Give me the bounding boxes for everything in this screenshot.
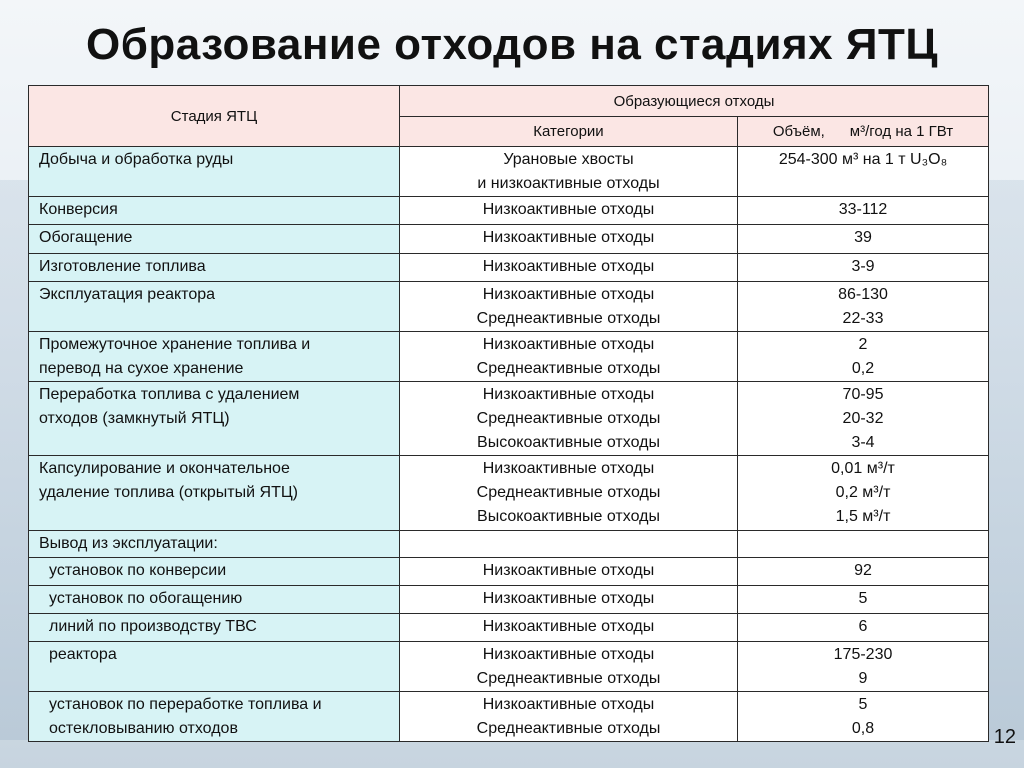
table-row (29, 642, 989, 692)
category-cell (400, 225, 738, 254)
stage-cell-line: Добыча и обработка руды (39, 151, 234, 168)
volume-cell-line: 22-33 (842, 310, 884, 327)
volume-cell (738, 642, 989, 692)
category-cell-line: Среднеактивные отходы (476, 484, 661, 501)
table-row (29, 282, 989, 332)
volume-cell-line: 0,8 (851, 720, 875, 737)
table-row (29, 332, 989, 382)
volume-cell-line: 39 (854, 229, 872, 246)
volume-cell (738, 614, 989, 642)
category-cell-line: Урановые хвосты (503, 151, 634, 168)
volume-cell (738, 254, 989, 282)
stage-cell (29, 382, 400, 456)
category-cell-line: Низкоактивные отходы (482, 460, 655, 477)
stage-cell-line: Капсулирование и окончательное (39, 460, 290, 477)
category-cell-line: Низкоактивные отходы (482, 696, 655, 713)
category-cell-line: Среднеактивные отходы (476, 720, 661, 737)
category-cell (400, 254, 738, 282)
category-cell-line: Низкоактивные отходы (482, 562, 655, 579)
stage-cell (29, 147, 400, 197)
header-waste: Образующиеся отходы (400, 86, 989, 117)
category-cell-line: и низкоактивные отходы (477, 175, 660, 192)
stage-cell-line: перевод на сухое хранение (39, 360, 244, 377)
stage-cell (29, 254, 400, 282)
stage-cell (29, 692, 400, 742)
stage-cell (29, 558, 400, 586)
stage-cell-line: Переработка топлива с удалением (39, 386, 300, 403)
volume-cell-line: 9 (858, 670, 868, 687)
volume-cell-line: 254-300 м³ на 1 т U₃O₈ (778, 151, 948, 168)
category-cell-line: Среднеактивные отходы (476, 360, 661, 377)
category-cell (400, 382, 738, 456)
volume-cell-line: 86-130 (838, 286, 888, 303)
volume-cell-line: 20-32 (842, 410, 884, 427)
category-cell (400, 642, 738, 692)
volume-cell-line: 0,01 м³/т (831, 460, 895, 477)
stage-cell-line: Промежуточное хранение топлива и (39, 336, 311, 353)
table-row (29, 197, 989, 225)
category-cell-line: Высокоактивные отходы (477, 508, 660, 525)
stage-cell-line: отходов (замкнутый ЯТЦ) (39, 410, 230, 427)
volume-cell-line: 3-4 (851, 434, 875, 451)
table-row (29, 558, 989, 586)
slide-number: 12 (993, 726, 1016, 748)
stage-cell-line: установок по переработке топлива и (49, 696, 322, 713)
category-cell (400, 531, 738, 558)
volume-cell (738, 147, 989, 197)
category-cell-line: Низкоактивные отходы (482, 286, 655, 303)
volume-cell (738, 456, 989, 531)
stage-cell (29, 225, 400, 254)
category-cell (400, 558, 738, 586)
category-cell-line: Низкоактивные отходы (482, 258, 655, 275)
header-categories: Категории (400, 117, 738, 147)
table-row (29, 254, 989, 282)
table-row (29, 586, 989, 614)
category-cell (400, 147, 738, 197)
table-row (29, 225, 989, 254)
volume-cell-line: 3-9 (851, 258, 875, 275)
waste-table (28, 85, 989, 742)
category-cell (400, 456, 738, 531)
category-cell-line: Низкоактивные отходы (482, 386, 655, 403)
table-row (29, 614, 989, 642)
table-row (29, 531, 989, 558)
category-cell-line: Высокоактивные отходы (477, 434, 660, 451)
stage-cell (29, 456, 400, 531)
category-cell-line: Низкоактивные отходы (482, 618, 655, 635)
page-title: Образование отходов на стадиях ЯТЦ (85, 20, 939, 69)
stage-cell (29, 531, 400, 558)
volume-cell-line: 6 (858, 618, 868, 635)
stage-cell (29, 197, 400, 225)
header-volume: Объём, м³/год на 1 ГВт (738, 117, 989, 147)
category-cell (400, 332, 738, 382)
volume-cell-line: 5 (858, 696, 868, 713)
stage-cell (29, 614, 400, 642)
volume-cell (738, 558, 989, 586)
volume-cell-line: 2 (858, 336, 868, 353)
category-cell-line: Низкоактивные отходы (482, 590, 655, 607)
volume-cell-line: 92 (854, 562, 872, 579)
volume-cell (738, 692, 989, 742)
volume-cell-line: 0,2 м³/т (835, 484, 891, 501)
category-cell-line: Среднеактивные отходы (476, 410, 661, 427)
volume-cell-line: 5 (858, 590, 868, 607)
stage-cell-line: установок по обогащению (49, 590, 243, 607)
category-cell-line: Низкоактивные отходы (482, 646, 655, 663)
volume-cell (738, 282, 989, 332)
category-cell-line: Низкоактивные отходы (482, 229, 655, 246)
table-row (29, 692, 989, 742)
volume-cell-line: 1,5 м³/т (835, 508, 891, 525)
category-cell-line: Среднеактивные отходы (476, 310, 661, 327)
category-cell (400, 692, 738, 742)
table-row (29, 147, 989, 197)
volume-cell-line: 70-95 (842, 386, 884, 403)
volume-cell (738, 531, 989, 558)
category-cell (400, 282, 738, 332)
table-body (29, 147, 989, 742)
stage-cell (29, 586, 400, 614)
stage-cell-line: Изготовление топлива (39, 258, 206, 275)
category-cell (400, 197, 738, 225)
stage-cell (29, 642, 400, 692)
table-row (29, 456, 989, 531)
category-cell-line: Среднеактивные отходы (476, 670, 661, 687)
stage-cell (29, 282, 400, 332)
volume-cell-line: 175-230 (833, 646, 893, 663)
volume-cell-line: 33-112 (838, 201, 888, 218)
volume-cell-line: 0,2 (851, 360, 875, 377)
stage-cell (29, 332, 400, 382)
stage-cell-line: остекловыванию отходов (49, 720, 238, 737)
category-cell-line: Низкоактивные отходы (482, 336, 655, 353)
stage-cell-line: удаление топлива (открытый ЯТЦ) (39, 484, 299, 501)
volume-cell (738, 225, 989, 254)
stage-cell-line: Обогащение (39, 229, 133, 246)
category-cell-line: Низкоактивные отходы (482, 201, 655, 218)
stage-cell-line: Эксплуатация реактора (39, 286, 216, 303)
stage-cell-line: реактора (49, 646, 117, 663)
volume-cell (738, 586, 989, 614)
table-row (29, 382, 989, 456)
stage-cell-line: Вывод из эксплуатации: (39, 535, 218, 552)
stage-cell-line: установок по конверсии (49, 562, 227, 579)
volume-cell (738, 382, 989, 456)
stage-cell-line: Конверсия (39, 201, 118, 218)
volume-cell (738, 197, 989, 225)
volume-cell (738, 332, 989, 382)
header-stage: Стадия ЯТЦ (29, 86, 400, 147)
stage-cell-line: линий по производству ТВС (49, 618, 257, 635)
category-cell (400, 586, 738, 614)
category-cell (400, 614, 738, 642)
